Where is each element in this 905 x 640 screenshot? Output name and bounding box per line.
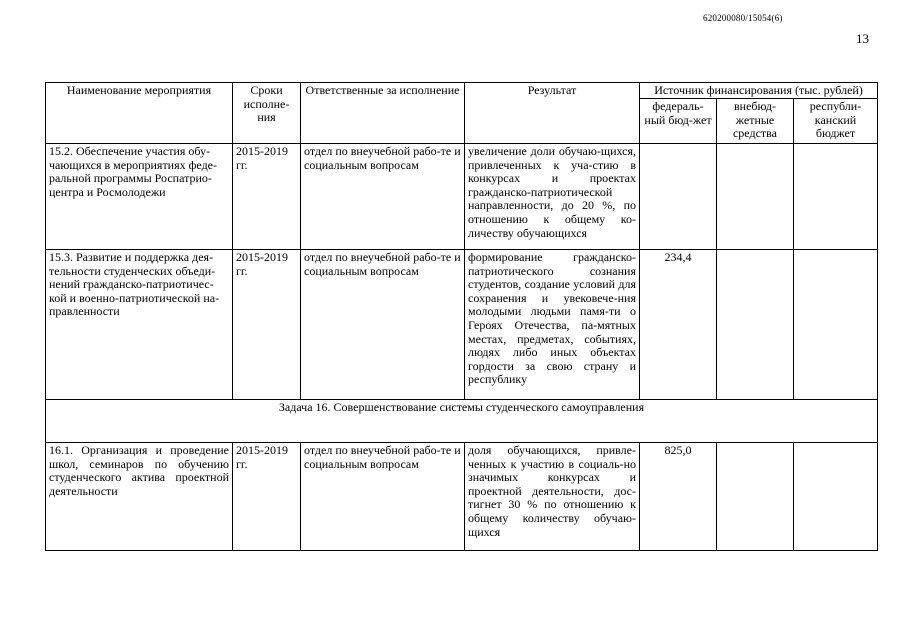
task-title: Задача 16. Совершенствование системы студенческого самоуправления xyxy=(46,400,878,443)
row-result: доля обучающихся, привле-ченных к участию в социаль-но значимых конкурсах и проектной деятельности, дос-тигнет 30 % по отношению к общему количеству обучаю-щихся xyxy=(465,443,640,551)
row-responsible: отдел по внеучебной рабо-те и социальным вопросам xyxy=(301,250,465,400)
row-extra xyxy=(717,443,794,551)
row-terms: 2015-2019 гг. xyxy=(233,443,301,551)
row-extra xyxy=(717,144,794,250)
header-terms: Сроки исполне-ния xyxy=(233,83,301,144)
row-responsible: отдел по внеучебной рабо-те и социальным вопросам xyxy=(301,144,465,250)
header-federal: федераль-ный бюд-жет xyxy=(640,99,717,144)
events-table xyxy=(45,82,878,551)
row-responsible: отдел по внеучебной рабо-те и социальным вопросам xyxy=(301,443,465,551)
table-row xyxy=(46,144,878,250)
row-terms: 2015-2019 гг. xyxy=(233,144,301,250)
header-republic: республи-канский бюджет xyxy=(794,99,878,144)
row-terms: 2015-2019 гг. xyxy=(233,250,301,400)
row-republic xyxy=(794,144,878,250)
row-republic xyxy=(794,250,878,400)
row-name: 15.2. Обеспечение участия обу-чающихся в мероприятиях феде-ральной программы Роспатрио-центра и Росмолодежи xyxy=(46,144,233,250)
row-result: формирование гражданско-патриотического сознания студентов, создание условий для сохранения и увековече-ния молодыми людьми памя-ти о Героях Отечества, па-мятных местах, предметах, событиях, людях либо иных объектах гордости за свою страну и республику xyxy=(465,250,640,400)
table-row xyxy=(46,250,878,400)
row-republic xyxy=(794,443,878,551)
row-result: увеличение доли обучаю-щихся, привлеченных к уча-стию в конкурсах и проектах гражданско-патриотической направленности, до 20 %, по отношению к общему ко-личеству обучающихся xyxy=(465,144,640,250)
table-row xyxy=(46,443,878,551)
row-extra xyxy=(717,250,794,400)
header-name: Наименование мероприятия xyxy=(46,83,233,144)
row-federal: 825,0 xyxy=(640,443,717,551)
header-row xyxy=(46,83,878,99)
row-name: 16.1. Организация и проведение школ, семинаров по обучению студенческого актива проектной деятельности xyxy=(46,443,233,551)
page-number: 13 xyxy=(856,31,869,46)
row-federal: 234,4 xyxy=(640,250,717,400)
header-result: Результат xyxy=(465,83,640,144)
document-number: 620200080/15054(6) xyxy=(703,13,783,23)
header-extra: внебюд-жетные средства xyxy=(717,99,794,144)
row-name: 15.3. Развитие и поддержка дея-тельности студенческих объеди-нений гражданско-патриотичес-кой и военно-патриотической на-правленности xyxy=(46,250,233,400)
row-federal xyxy=(640,144,717,250)
task-row xyxy=(46,400,878,443)
header-responsible: Ответственные за исполнение xyxy=(301,83,465,144)
header-finance: Источник финансирования (тыс. рублей) xyxy=(640,83,878,99)
